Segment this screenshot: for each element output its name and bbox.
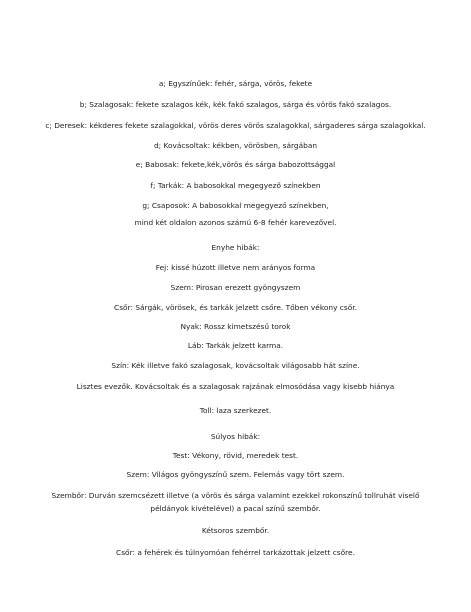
line-serious-fault-eye-cere: Szembőr: Durván szemcsézett illetve (a vörös és sárga valamint ezekkel rokonszínű tollruhát viselő xyxy=(51,491,420,500)
line-color-variety-g-cont: mind két oldalon azonos számú 6-8 fehér karevezővel. xyxy=(134,218,337,227)
line-serious-fault-body: Test: Vékony, rövid, meredek test. xyxy=(172,451,299,460)
line-color-variety-g: g; Csaposok: A babosokkal megegyező színekben, xyxy=(142,201,329,210)
line-color-variety-f: f; Tarkák: A babosokkal megegyező színekben xyxy=(150,181,321,190)
line-color-variety-c: c; Deresek: kékderes fekete szalagokkal, vörös deres vörös szalagokkal, sárgaderes sárga szalagokkal. xyxy=(45,121,426,130)
line-serious-fault-double-cere: Kétsoros szembőr. xyxy=(201,526,270,535)
line-color-variety-a: a; Egyszínűek: fehér, sárga, vörös, fekete xyxy=(158,79,313,88)
section-heading-serious-faults: Súlyos hibák: xyxy=(210,432,261,441)
line-color-variety-e: e; Babosak: fekete,kék,vörös és sárga babozottsággal xyxy=(135,160,336,169)
line-color-variety-d: d; Kovácsoltak: kékben, vörösben, sárgában xyxy=(153,141,318,150)
line-minor-fault-color: Szín: Kék illetve fakó szalagosak, kovácsoltak világosabb hát színe. xyxy=(111,361,360,370)
line-minor-fault-beak: Csőr: Sárgák, vörösek, és tarkák jelzett csőre. Tőben vékony csőr. xyxy=(114,303,357,312)
line-serious-fault-beak: Csőr: a fehérek és túlnyomóan fehérrel tarkázottak jelzett csőre. xyxy=(116,548,355,557)
line-minor-fault-leg: Láb: Tarkák jelzett karma. xyxy=(187,341,284,350)
line-color-variety-b: b; Szalagosak: fekete szalagos kék, kék fakó szalagos, sárga és vörös fakó szalagos. xyxy=(79,100,392,109)
line-minor-fault-eye: Szem: Pirosan erezett gyöngyszem xyxy=(170,283,301,292)
line-minor-fault-feather: Toll: laza szerkezet. xyxy=(199,406,272,415)
line-minor-fault-flights: Lisztes evezők. Kovácsoltak és a szalagosak rajzának elmosódása vagy kisebb hiánya xyxy=(76,382,395,391)
line-serious-fault-eye-cere-cont: példányok kivételével) a pacal színű szembőr. xyxy=(150,504,321,513)
line-minor-fault-neck: Nyak: Rossz kimetszésű torok xyxy=(180,322,291,331)
line-minor-fault-head: Fej: kissé húzott illetve nem arányos forma xyxy=(155,263,316,272)
section-heading-minor-faults: Enyhe hibák: xyxy=(211,243,260,252)
line-serious-fault-eye: Szem: Világos gyöngyszínű szem. Felemás vagy tört szem. xyxy=(126,470,345,479)
